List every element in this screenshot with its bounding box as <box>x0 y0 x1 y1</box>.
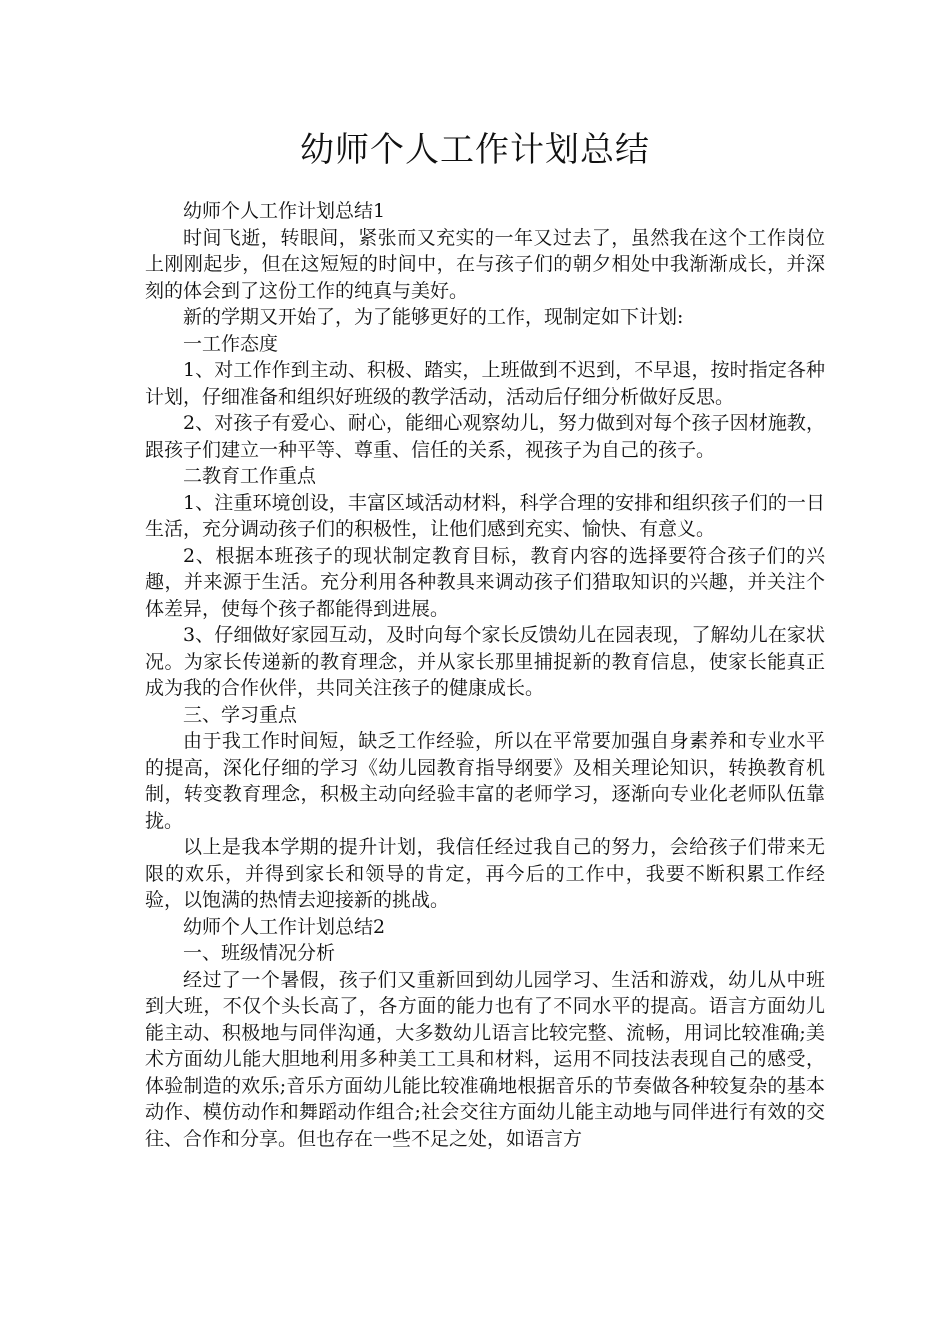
subheading-education-focus: 二教育工作重点 <box>183 465 317 487</box>
education-focus-item-2: 2、根据本班孩子的现状制定教育目标，教育内容的选择要符合孩子们的兴趣，并来源于生活。充分利用各种教具来调动孩子们猎取知识的兴趣，并关注个体差异，使每个孩子都能得到进展。 <box>145 544 825 620</box>
subheading-class-analysis: 一、班级情况分析 <box>183 942 336 964</box>
education-focus-item-1: 1、注重环境创设，丰富区域活动材料，科学合理的安排和组织孩子们的一日生活，充分调动孩子们的积极性，让他们感到充实、愉快、有意义。 <box>145 491 825 540</box>
intro-paragraph: 时间飞逝，转眼间，紧张而又充实的一年又过去了，虽然我在这个工作岗位上刚刚起步，但在这短短的时间中，在与孩子们的朝夕相处中我渐渐成长，并深刻的体会到了这份工作的纯真与美好。 <box>145 226 825 302</box>
subheading-work-attitude: 一工作态度 <box>183 332 279 355</box>
work-attitude-item-1: 1、对工作作到主动、积极、踏实，上班做到不迟到，不早退，按时指定各种计划，仔细准备和组织好班级的教学活动，活动后仔细分析做好反思。 <box>145 359 825 408</box>
document-title: 幼师个人工作计划总结 <box>300 130 650 170</box>
section-heading-2: 幼师个人工作计划总结2 <box>183 915 386 938</box>
conclusion-paragraph: 以上是我本学期的提升计划，我信任经过我自己的努力，会给孩子们带来无限的欢乐，并得到家长和领导的肯定，再今后的工作中，我要不断积累工作经验，以饱满的热情去迎接新的挑战。 <box>145 836 825 911</box>
document-body <box>145 198 825 1152</box>
study-focus-paragraph: 由于我工作时间短，缺乏工作经验，所以在平常要加强自身素养和专业水平的提高，深化仔细的学习《幼儿园教育指导纲要》及相关理论知识，转换教育机制，转变教育理念，积极主动向经验丰富的老师学习，逐渐向专业化老师队伍靠拢。 <box>145 730 825 832</box>
plan-intro-paragraph: 新的学期又开始了，为了能够更好的工作，现制定如下计划: <box>183 306 684 328</box>
work-attitude-item-2: 2、对孩子有爱心、耐心，能细心观察幼儿，努力做到对每个孩子因材施教，跟孩子们建立一种平等、尊重、信任的关系，视孩子为自己的孩子。 <box>145 412 825 461</box>
class-analysis-paragraph: 经过了一个暑假，孩子们又重新回到幼儿园学习、生活和游戏，幼儿从中班到大班，不仅个头长高了，各方面的能力也有了不同水平的提高。语言方面幼儿能主动、积极地与同伴沟通，大多数幼儿语言比较完整、流畅，用词比较准确;美术方面幼儿能大胆地利用多种美工工具和材料，运用不同技法表现自己的感受，体验制造的欢乐;音乐方面幼儿能比较准确地根据音乐的节奏做各种较复杂的基本动作、模仿动作和舞蹈动作组合;社会交往方面幼儿能主动地与同伴进行有效的交往、合作和分享。但也存在一些不足之处，如语言方 <box>145 968 825 1150</box>
section-heading-1: 幼师个人工作计划总结1 <box>183 200 386 222</box>
subheading-study-focus: 三、学习重点 <box>183 703 298 726</box>
education-focus-item-3: 3、仔细做好家园互动，及时向每个家长反馈幼儿在园表现，了解幼儿在家状况。为家长传递新的教育理念，并从家长那里捕捉新的教育信息，使家长能真正成为我的合作伙伴，共同关注孩子的健康成长。 <box>145 624 825 699</box>
